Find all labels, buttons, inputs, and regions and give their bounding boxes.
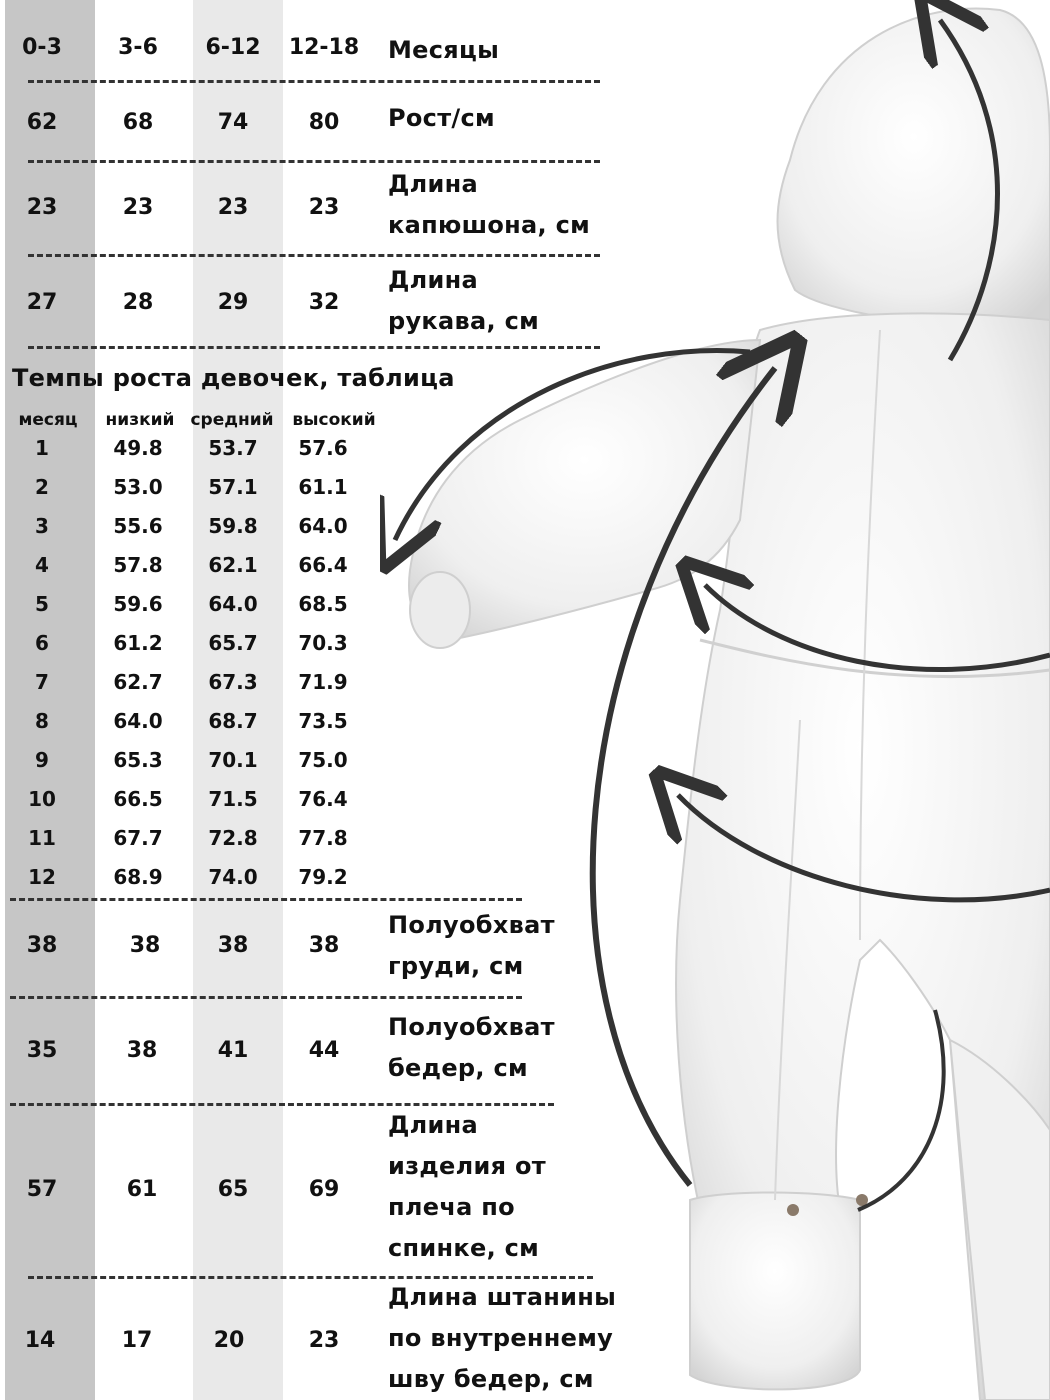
label-line: капюшона, см (388, 211, 591, 239)
growth-value-cell: 62.7 (113, 670, 163, 694)
growth-month-cell: 7 (35, 670, 49, 694)
growth-value-cell: 62.1 (208, 553, 258, 577)
size-cell: 27 (26, 290, 58, 315)
growth-value-cell: 65.7 (208, 631, 258, 655)
size-cell: 35 (26, 1038, 58, 1063)
label-line: Длина (388, 266, 479, 294)
divider (28, 160, 600, 163)
growth-value-cell: 75.0 (298, 748, 348, 772)
growth-value-cell: 65.3 (113, 748, 163, 772)
row-label-chest (388, 905, 555, 987)
foot-shape (690, 1193, 860, 1390)
growth-month-cell: 10 (28, 787, 56, 811)
growth-value-cell: 76.4 (298, 787, 348, 811)
label-line: изделия от (388, 1152, 546, 1180)
growth-value-cell: 59.6 (113, 592, 163, 616)
growth-value-cell: 61.1 (298, 475, 348, 499)
size-cell: 74 (217, 110, 249, 135)
size-cell: 38 (308, 933, 340, 958)
growth-value-cell: 59.8 (208, 514, 258, 538)
size-cell: 6-12 (205, 35, 261, 60)
growth-value-cell: 53.7 (208, 436, 258, 460)
inseam-arrow (858, 1010, 944, 1210)
label-line: плеча по (388, 1193, 515, 1221)
label-line: Полуобхват (388, 911, 555, 939)
growth-value-cell: 68.9 (113, 865, 163, 889)
growth-value-cell: 71.5 (208, 787, 258, 811)
growth-month-cell: 2 (35, 475, 49, 499)
size-cell: 41 (217, 1038, 249, 1063)
size-cell: 23 (217, 195, 249, 220)
growth-month-cell: 12 (28, 865, 56, 889)
row-label-hips (388, 1007, 555, 1089)
size-cell: 23 (122, 195, 154, 220)
size-cell: 3-6 (118, 35, 158, 60)
size-cell: 20 (213, 1328, 245, 1353)
size-cell: 12-18 (288, 35, 360, 60)
growth-month-cell: 8 (35, 709, 49, 733)
growth-value-cell: 68.5 (298, 592, 348, 616)
growth-value-cell: 66.4 (298, 553, 348, 577)
growth-month-cell: 6 (35, 631, 49, 655)
growth-value-cell: 67.3 (208, 670, 258, 694)
growth-value-cell: 77.8 (298, 826, 348, 850)
divider (28, 80, 600, 83)
label-line: Длина (388, 170, 479, 198)
size-cell: 23 (26, 195, 58, 220)
growth-value-cell: 70.1 (208, 748, 258, 772)
row-label-inseam (388, 1277, 616, 1400)
growth-header: месяц (18, 410, 78, 430)
divider (10, 996, 522, 999)
growth-month-cell: 5 (35, 592, 49, 616)
size-cell: 80 (308, 110, 340, 135)
growth-month-cell: 4 (35, 553, 49, 577)
growth-value-cell: 57.6 (298, 436, 348, 460)
hood-shape (778, 9, 1050, 330)
size-cell: 0-3 (22, 35, 62, 60)
size-cell: 28 (122, 290, 154, 315)
growth-value-cell: 68.7 (208, 709, 258, 733)
size-cell: 61 (126, 1177, 158, 1202)
label-line: Длина штанины (388, 1283, 617, 1311)
growth-value-cell: 71.9 (298, 670, 348, 694)
growth-header: средний (190, 410, 274, 430)
growth-value-cell: 70.3 (298, 631, 348, 655)
label-line: бедер, см (388, 1054, 528, 1082)
divider (10, 898, 522, 901)
growth-value-cell: 61.2 (113, 631, 163, 655)
label-line: рукава, см (388, 307, 540, 335)
size-cell: 38 (129, 933, 161, 958)
growth-month-cell: 1 (35, 436, 49, 460)
growth-value-cell: 57.8 (113, 553, 163, 577)
growth-month-cell: 9 (35, 748, 49, 772)
size-cell: 38 (26, 933, 58, 958)
growth-table-title: Темпы роста девочек, таблица (12, 364, 455, 392)
label-line: груди, см (388, 952, 524, 980)
size-cell: 68 (122, 110, 154, 135)
divider (28, 346, 600, 349)
label-line: шву бедер, см (388, 1365, 594, 1393)
size-cell: 14 (24, 1328, 56, 1353)
size-cell: 38 (217, 933, 249, 958)
growth-value-cell: 64.0 (113, 709, 163, 733)
size-cell: 23 (308, 1328, 340, 1353)
growth-value-cell: 66.5 (113, 787, 163, 811)
divider (28, 254, 600, 257)
growth-value-cell: 64.0 (298, 514, 348, 538)
growth-month-cell: 11 (28, 826, 56, 850)
label-line: по внутреннему (388, 1324, 614, 1352)
growth-value-cell: 73.5 (298, 709, 348, 733)
growth-value-cell: 53.0 (113, 475, 163, 499)
size-cell: 44 (308, 1038, 340, 1063)
growth-value-cell: 79.2 (298, 865, 348, 889)
growth-value-cell: 49.8 (113, 436, 163, 460)
size-cell: 62 (26, 110, 58, 135)
size-cell: 32 (308, 290, 340, 315)
growth-header: низкий (105, 410, 175, 430)
growth-value-cell: 74.0 (208, 865, 258, 889)
growth-month-cell: 3 (35, 514, 49, 538)
growth-value-cell: 67.7 (113, 826, 163, 850)
label-line: спинке, см (388, 1234, 540, 1262)
size-cell: 69 (308, 1177, 340, 1202)
growth-value-cell: 55.6 (113, 514, 163, 538)
sleeve-cuff (410, 572, 470, 648)
size-cell: 17 (121, 1328, 153, 1353)
row-label-sleeve-length (388, 260, 539, 342)
growth-header: высокий (292, 410, 376, 430)
row-label-height: Рост/см (388, 104, 495, 132)
size-cell: 65 (217, 1177, 249, 1202)
row-label-garment-length (388, 1105, 546, 1269)
row-label-hood-length (388, 164, 590, 246)
snap-button (787, 1204, 799, 1216)
row-label-months: Месяцы (388, 36, 500, 64)
size-cell: 29 (217, 290, 249, 315)
label-line: Полуобхват (388, 1013, 555, 1041)
size-cell: 57 (26, 1177, 58, 1202)
growth-value-cell: 72.8 (208, 826, 258, 850)
label-line: Длина (388, 1111, 479, 1139)
growth-value-cell: 64.0 (208, 592, 258, 616)
growth-value-cell: 57.1 (208, 475, 258, 499)
size-cell: 23 (308, 195, 340, 220)
size-cell: 38 (126, 1038, 158, 1063)
